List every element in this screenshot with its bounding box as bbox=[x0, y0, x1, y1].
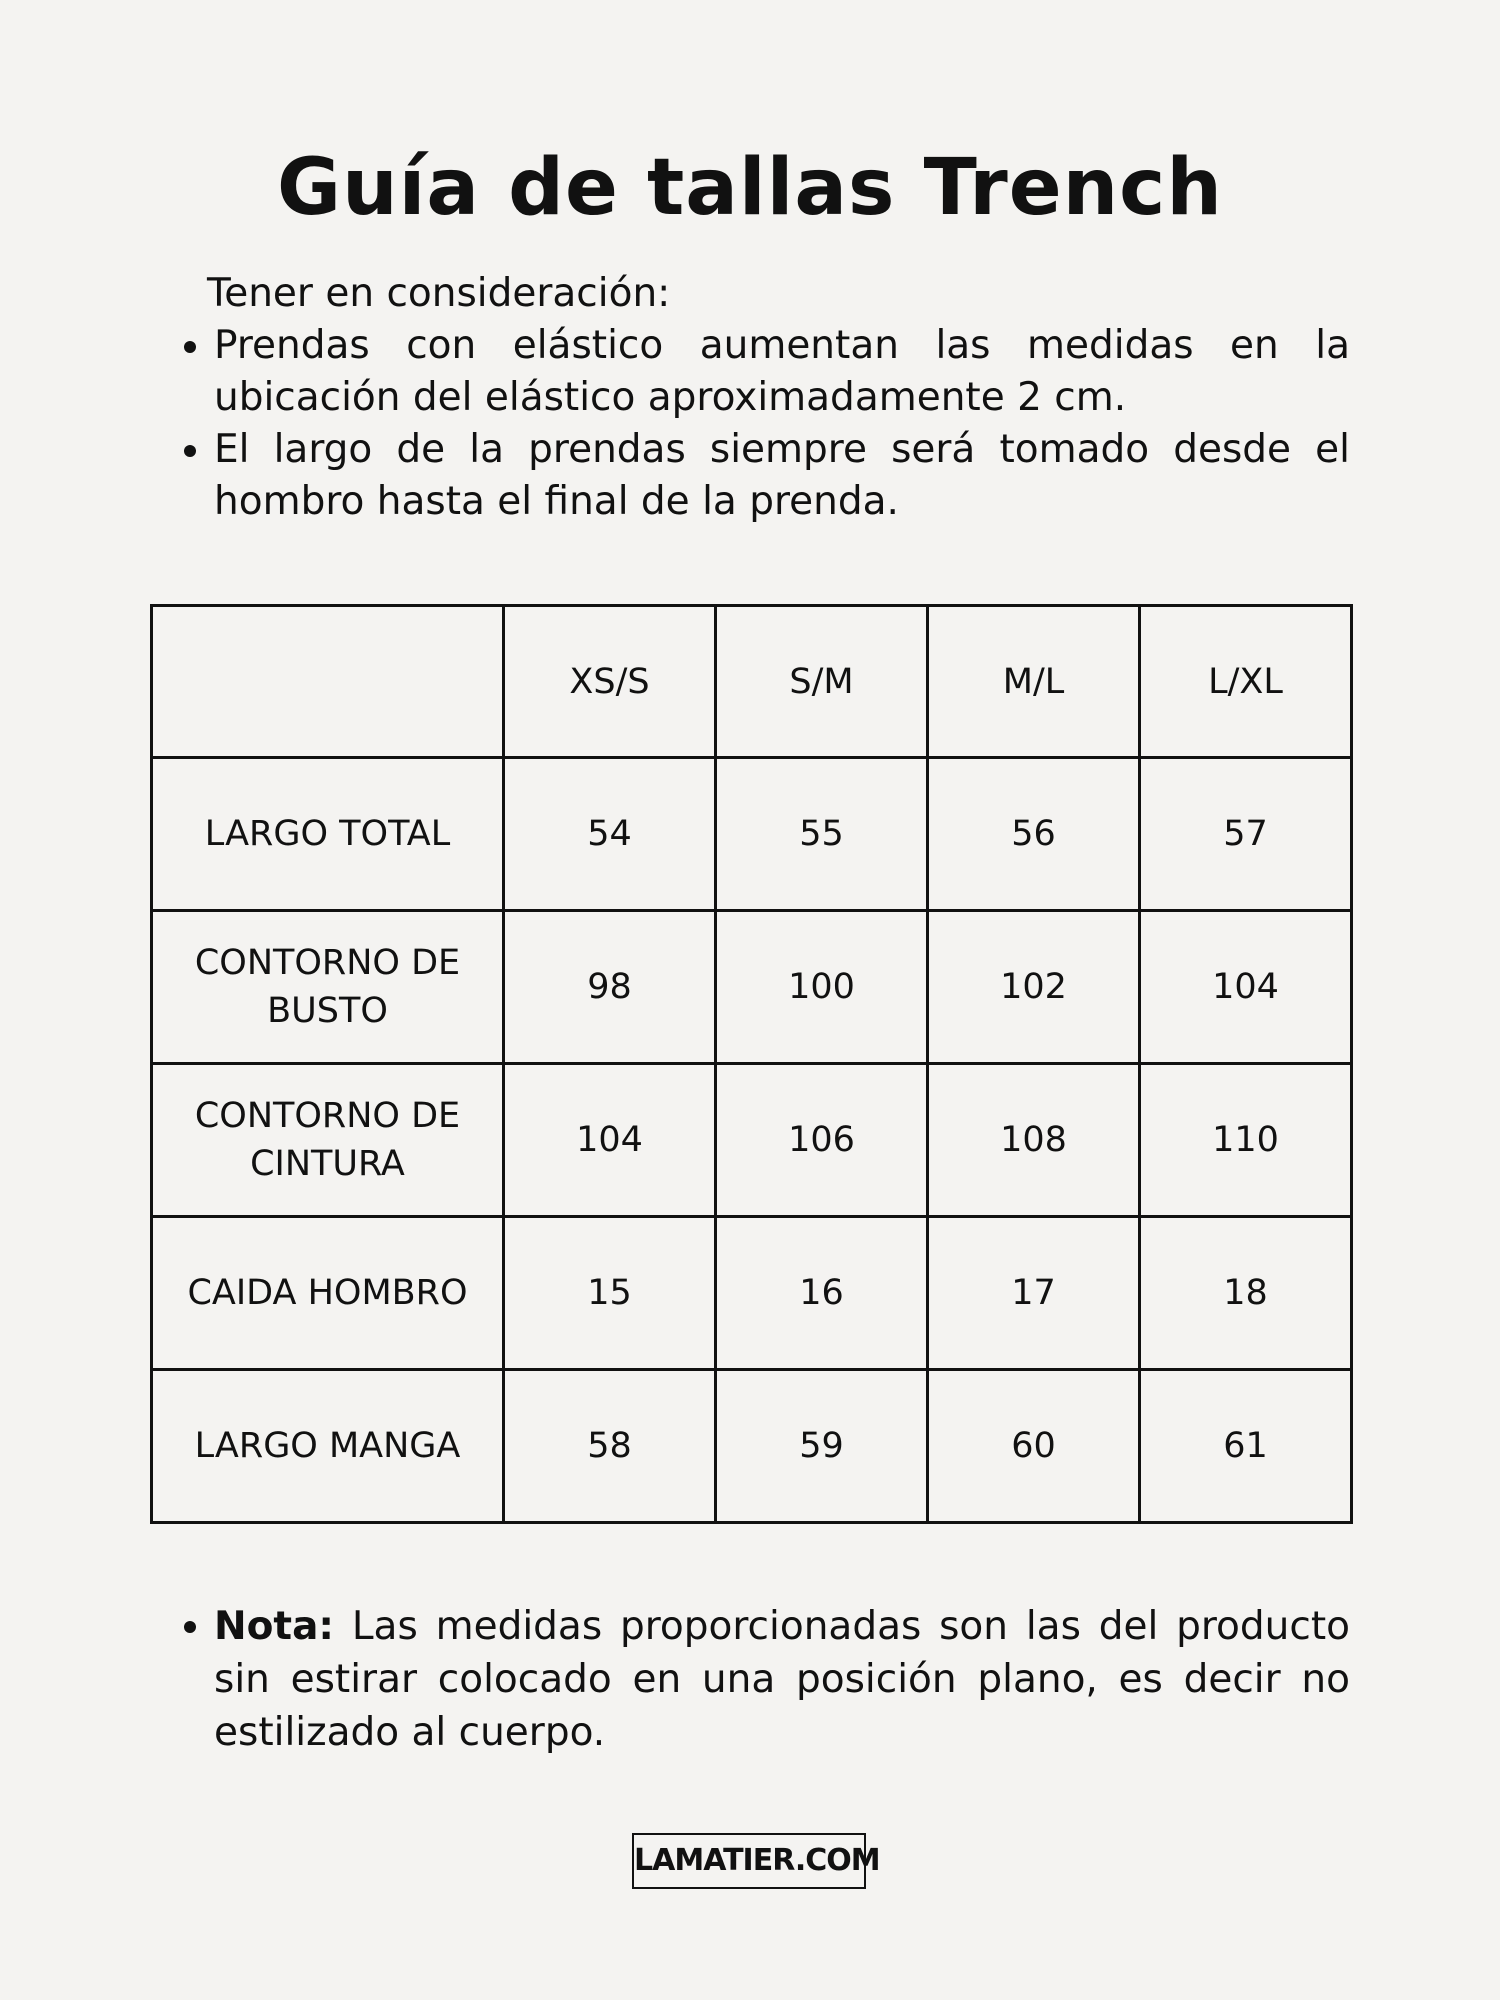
list-item bbox=[178, 424, 1350, 528]
table-cell: 98 bbox=[504, 911, 716, 1064]
table-cell: 102 bbox=[928, 911, 1140, 1064]
bullet-icon bbox=[184, 341, 196, 353]
table-row bbox=[152, 911, 1352, 1064]
table-cell: 18 bbox=[1140, 1217, 1352, 1370]
table-cell: 57 bbox=[1140, 758, 1352, 911]
table-cell: 104 bbox=[1140, 911, 1352, 1064]
row-label: CONTORNO DE BUSTO bbox=[152, 911, 504, 1064]
table-cell: 106 bbox=[716, 1064, 928, 1217]
table-header-size: M/L bbox=[928, 606, 1140, 758]
row-label: CAIDA HOMBRO bbox=[152, 1217, 504, 1370]
table-header-size: XS/S bbox=[504, 606, 716, 758]
list-item-text: Prendas con elástico aumentan las medidas en la ubicación del elástico aproximadamente 2 cm. bbox=[214, 323, 1350, 420]
table-row bbox=[152, 1370, 1352, 1523]
note-list bbox=[178, 1600, 1350, 1759]
table-cell: 15 bbox=[504, 1217, 716, 1370]
table-cell: 60 bbox=[928, 1370, 1140, 1523]
table-cell: 108 bbox=[928, 1064, 1140, 1217]
table-header-size: S/M bbox=[716, 606, 928, 758]
table-cell: 100 bbox=[716, 911, 928, 1064]
list-item bbox=[178, 320, 1350, 424]
bullet-icon bbox=[184, 445, 196, 457]
table-header-size: L/XL bbox=[1140, 606, 1352, 758]
row-label: LARGO TOTAL bbox=[152, 758, 504, 911]
intro-text: Tener en consideración: bbox=[207, 271, 671, 316]
bullet-icon bbox=[184, 1621, 196, 1633]
table-cell: 59 bbox=[716, 1370, 928, 1523]
table-cell: 104 bbox=[504, 1064, 716, 1217]
table-header-empty bbox=[152, 606, 504, 758]
note-item bbox=[178, 1600, 1350, 1759]
row-label: CONTORNO DE CINTURA bbox=[152, 1064, 504, 1217]
table-cell: 56 bbox=[928, 758, 1140, 911]
list-item-text: El largo de la prendas siempre será tomado desde el hombro hasta el final de la prenda. bbox=[214, 427, 1350, 524]
table-cell: 58 bbox=[504, 1370, 716, 1523]
table-row bbox=[152, 1217, 1352, 1370]
consideration-list bbox=[178, 320, 1350, 528]
table-cell: 61 bbox=[1140, 1370, 1352, 1523]
table-row bbox=[152, 1064, 1352, 1217]
table-header-row bbox=[152, 606, 1352, 758]
table-cell: 54 bbox=[504, 758, 716, 911]
table-cell: 55 bbox=[716, 758, 928, 911]
row-label: LARGO MANGA bbox=[152, 1370, 504, 1523]
note-text: Las medidas proporcionadas son las del producto sin estirar colocado en una posición plano, es decir no estilizado al cuerpo. bbox=[214, 1604, 1350, 1755]
table-cell: 17 bbox=[928, 1217, 1140, 1370]
note-label: Nota: bbox=[214, 1604, 334, 1649]
brand-link[interactable]: LAMATIER.COM bbox=[632, 1833, 866, 1889]
table-cell: 110 bbox=[1140, 1064, 1352, 1217]
page-title: Guía de tallas Trench bbox=[277, 143, 1223, 233]
size-table bbox=[150, 604, 1353, 1524]
table-cell: 16 bbox=[716, 1217, 928, 1370]
table-row bbox=[152, 758, 1352, 911]
